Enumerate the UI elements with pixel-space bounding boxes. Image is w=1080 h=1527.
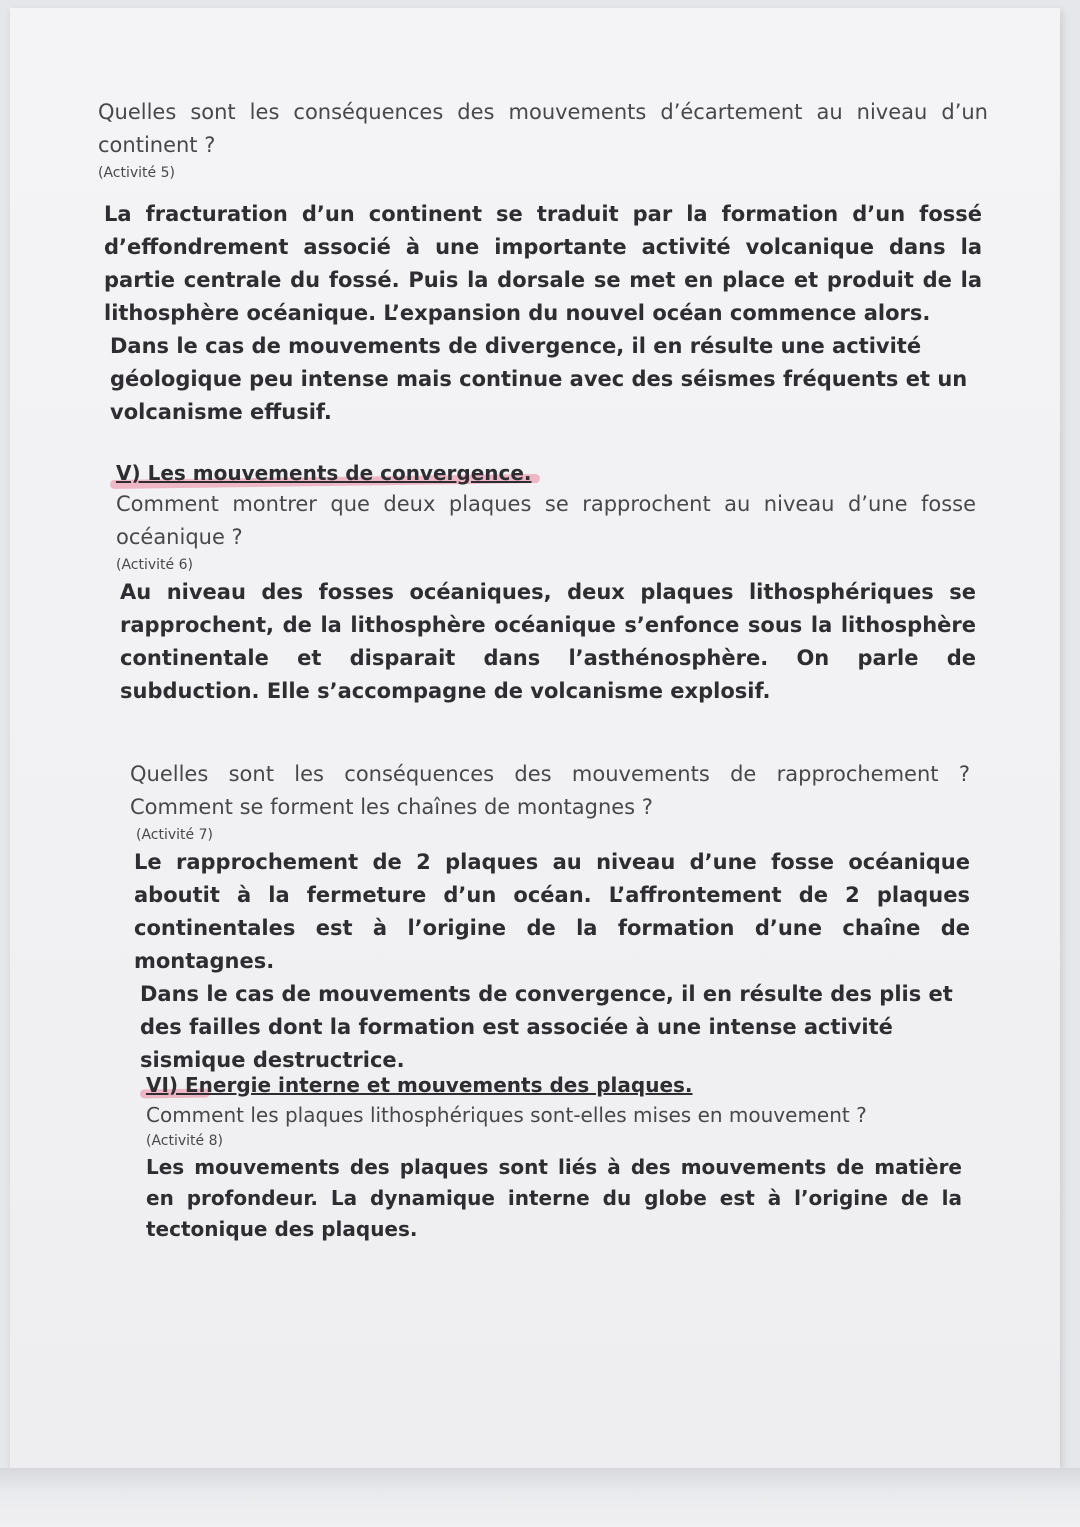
question-plate-motion: Comment les plaques lithosphériques sont-elles mises en mouvement ? — [146, 1103, 867, 1127]
section-5-heading-text: V) Les mouvements de convergence. — [116, 461, 532, 485]
section-5-heading — [116, 458, 532, 488]
sheet-bottom-edge — [0, 1468, 1080, 1527]
section-4-question-block — [98, 96, 988, 184]
section-5-block — [116, 458, 976, 708]
answer-continent-fracturing: La fracturation d’un continent se traduit par la formation d’un fossé d’effondrement associé à une importante activité volcanique dans la partie centrale du fossé. Puis la dorsale se met en place et produit de la lithosphère océanique. L’expansion du nouvel océan commence alors. — [104, 202, 982, 325]
activity-7-label: (Activité 7) — [136, 827, 213, 843]
question-mountain-formation: Quelles sont les conséquences des mouvements de rapprochement ? Comment se forment les chaînes de montagnes ? — [130, 762, 970, 819]
activity-8-label: (Activité 8) — [146, 1133, 223, 1149]
section-6-block — [146, 1070, 962, 1245]
section-6-heading-text: VI) Energie interne et mouvements des plaques. — [146, 1073, 693, 1097]
answer-subduction: Au niveau des fosses océaniques, deux plaques lithosphériques se rapprochent, de la lithosphère océanique s’enfonce sous la lithosphère continentale et disparait dans l’asthénosphère. On parle de subduction. Elle s’accompagne de volcanisme explosif. — [120, 580, 976, 703]
activity-6-label: (Activité 6) — [116, 557, 193, 573]
question-plates-converge: Comment montrer que deux plaques se rapprochent au niveau d’une fosse océanique ? — [116, 492, 976, 549]
question-continent-spreading: Quelles sont les conséquences des mouvements d’écartement au niveau d’un continent ? — [98, 100, 988, 157]
answer-convergence-activity: Dans le cas de mouvements de convergence, il en résulte des plis et des failles dont la formation est associée à une intense activité sismique destructrice. — [140, 982, 953, 1072]
section-6-heading — [146, 1070, 693, 1100]
answer-divergence-activity: Dans le cas de mouvements de divergence, il en résulte une activité géologique peu intense mais continue avec des séismes fréquents et un volcanisme effusif. — [110, 334, 968, 424]
section-5b-block — [130, 758, 970, 1077]
section-4-answer-block — [104, 198, 982, 429]
activity-5-label: (Activité 5) — [98, 165, 175, 181]
answer-internal-dynamics: Les mouvements des plaques sont liés à des mouvements de matière en profondeur. La dynamique interne du globe est à l’origine de la tectonique des plaques. — [146, 1155, 962, 1241]
answer-ocean-closure: Le rapprochement de 2 plaques au niveau d’une fosse océanique aboutit à la fermeture d’un océan. L’affrontement de 2 plaques continentales est à l’origine de la formation d’une chaîne de montagnes. — [134, 850, 970, 973]
